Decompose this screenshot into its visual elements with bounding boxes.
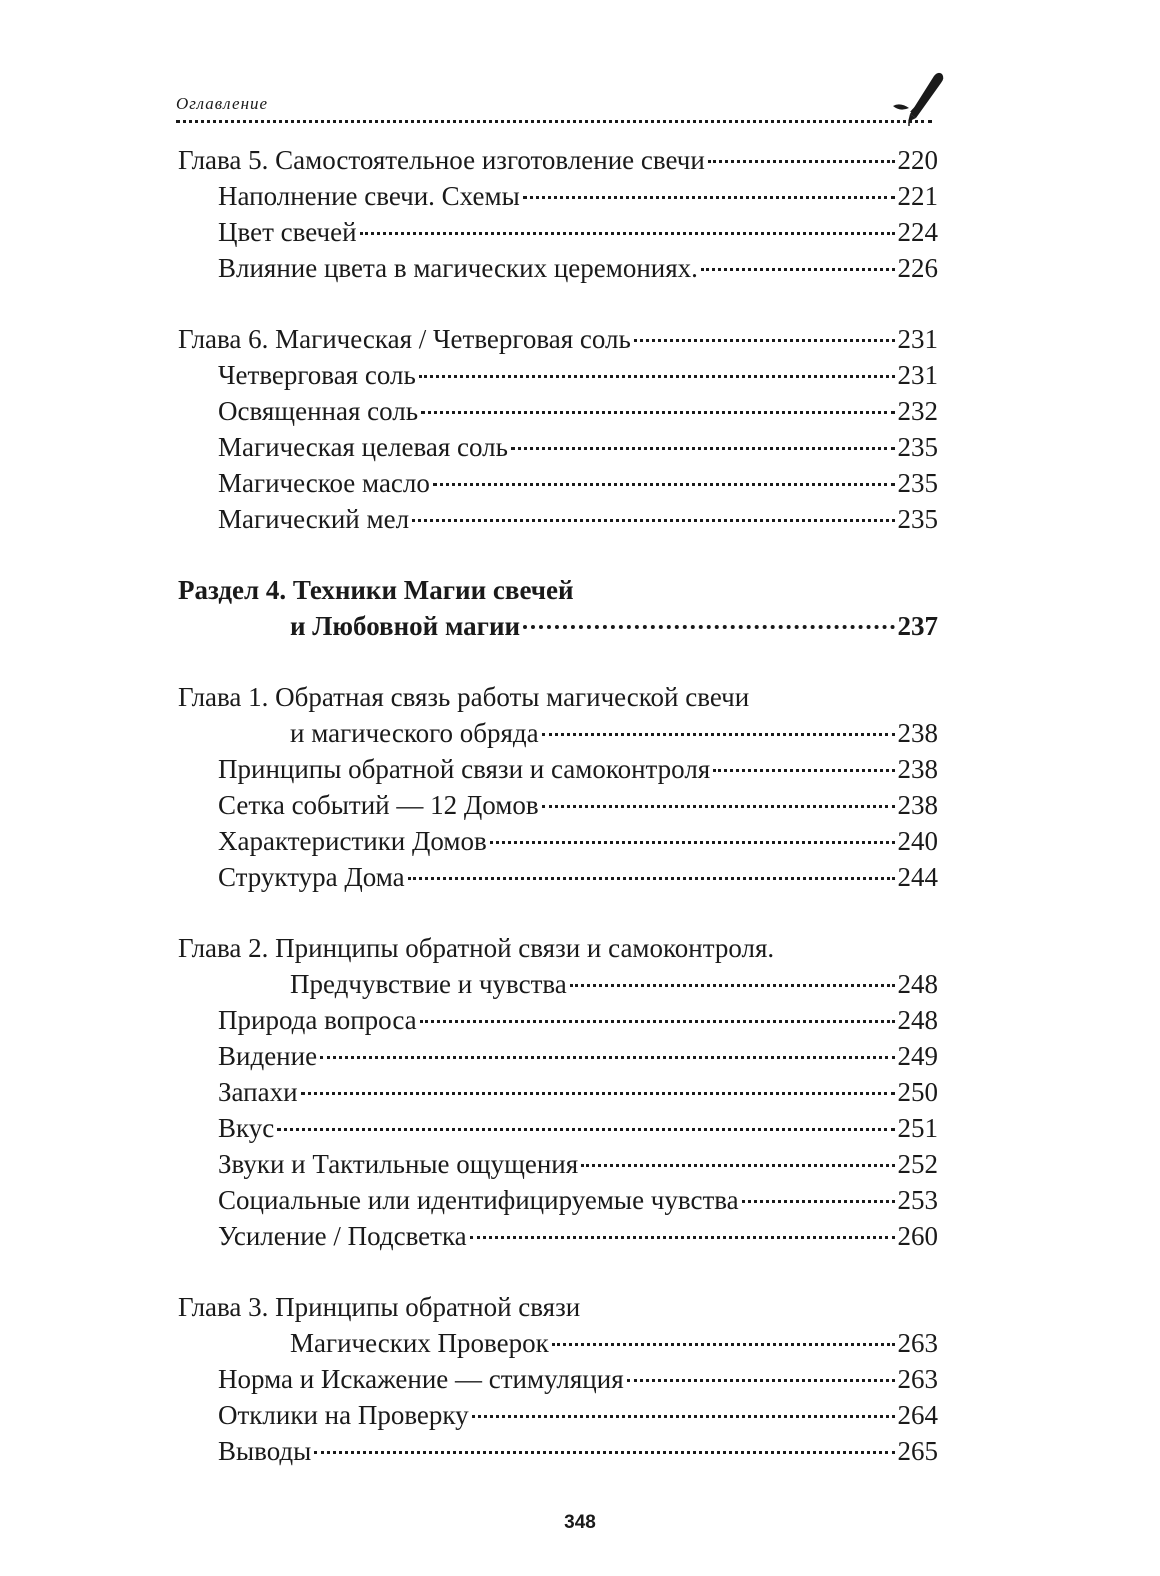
toc-entry[interactable] bbox=[178, 142, 938, 178]
toc-entry-title: Структура Дома bbox=[218, 862, 405, 892]
dot-leader bbox=[570, 984, 895, 987]
toc-entry-title: Отклики на Проверку bbox=[218, 1400, 469, 1430]
toc-entry[interactable] bbox=[178, 321, 938, 357]
toc-entry[interactable] bbox=[178, 1325, 938, 1361]
toc-entry[interactable] bbox=[178, 465, 938, 501]
toc-entry-page: 240 bbox=[897, 826, 938, 856]
toc-entry[interactable] bbox=[178, 1182, 938, 1218]
dot-leader bbox=[542, 733, 895, 736]
toc-entry-title: Принципы обратной связи и самоконтроля bbox=[218, 754, 711, 784]
toc-entry-title: Звуки и Тактильные ощущения bbox=[218, 1149, 579, 1179]
toc-entry[interactable] bbox=[178, 751, 938, 787]
dot-leader bbox=[511, 447, 895, 450]
toc-entry[interactable] bbox=[178, 1397, 938, 1433]
dot-leader bbox=[470, 1236, 895, 1239]
toc-entry[interactable] bbox=[178, 1289, 938, 1325]
toc-entry[interactable] bbox=[178, 357, 938, 393]
toc-entry[interactable] bbox=[178, 1218, 938, 1254]
toc-entry-page: 231 bbox=[897, 324, 938, 354]
dot-leader bbox=[420, 1020, 895, 1023]
toc-entry-page: 249 bbox=[897, 1041, 938, 1071]
dot-leader bbox=[634, 339, 895, 342]
toc-entry-title: Цвет свечей bbox=[218, 217, 357, 247]
toc-entry-page: 232 bbox=[897, 396, 938, 426]
toc-entry-page: 263 bbox=[897, 1364, 938, 1394]
toc-entry-page: 264 bbox=[897, 1400, 938, 1430]
toc-entry-page: 248 bbox=[897, 969, 938, 999]
toc-entry[interactable] bbox=[178, 178, 938, 214]
toc-entry-title: Раздел 4. Техники Магии свечей bbox=[178, 575, 574, 605]
toc-entry-page: 235 bbox=[897, 504, 938, 534]
toc-entry-title: Освященная соль bbox=[218, 396, 419, 426]
running-header bbox=[176, 70, 932, 126]
dot-leader bbox=[419, 375, 895, 378]
toc-entry-title: Сетка событий — 12 Домов bbox=[218, 790, 539, 820]
toc-entry-title: Глава 2. Принципы обратной связи и самоконтроля. bbox=[178, 933, 775, 963]
toc-entry[interactable] bbox=[178, 429, 938, 465]
toc-entry-title: Магических Проверок bbox=[290, 1328, 549, 1358]
toc-group bbox=[178, 930, 938, 1254]
toc-entry[interactable] bbox=[178, 608, 938, 644]
toc-entry-page: 237 bbox=[897, 611, 938, 641]
toc-entry[interactable] bbox=[178, 501, 938, 537]
toc-group bbox=[178, 679, 938, 895]
dot-leader bbox=[552, 1343, 895, 1346]
toc-entry-page: 252 bbox=[897, 1149, 938, 1179]
dot-leader bbox=[708, 160, 895, 163]
toc-entry-title: Видение bbox=[218, 1041, 318, 1071]
header-dotted-rule bbox=[176, 120, 932, 123]
toc-entry-title: Выводы bbox=[218, 1436, 312, 1466]
dot-leader bbox=[472, 1415, 895, 1418]
dot-leader bbox=[360, 232, 895, 235]
table-of-contents bbox=[178, 142, 938, 1504]
toc-entry[interactable] bbox=[178, 930, 938, 966]
toc-entry[interactable] bbox=[178, 715, 938, 751]
toc-entry-page: 250 bbox=[897, 1077, 938, 1107]
header-title: Оглавление bbox=[176, 94, 269, 113]
toc-entry-page: 248 bbox=[897, 1005, 938, 1035]
toc-entry[interactable] bbox=[178, 966, 938, 1002]
quill-pen-icon bbox=[888, 68, 948, 126]
toc-entry-page: 220 bbox=[897, 145, 938, 175]
dot-leader bbox=[742, 1200, 895, 1203]
toc-entry[interactable] bbox=[178, 787, 938, 823]
dot-leader bbox=[408, 877, 895, 880]
toc-entry-page: 251 bbox=[897, 1113, 938, 1143]
toc-entry[interactable] bbox=[178, 214, 938, 250]
toc-entry[interactable] bbox=[178, 1002, 938, 1038]
toc-entry[interactable] bbox=[178, 250, 938, 286]
dot-leader bbox=[713, 769, 894, 772]
toc-entry[interactable] bbox=[178, 572, 938, 608]
toc-entry-title: Магическое масло bbox=[218, 468, 430, 498]
toc-group bbox=[178, 321, 938, 537]
toc-entry-page: 253 bbox=[897, 1185, 938, 1215]
toc-entry-title: Характеристики Домов bbox=[218, 826, 487, 856]
toc-entry[interactable] bbox=[178, 823, 938, 859]
dot-leader bbox=[581, 1164, 894, 1167]
dot-leader bbox=[277, 1128, 894, 1131]
toc-entry[interactable] bbox=[178, 1110, 938, 1146]
toc-entry[interactable] bbox=[178, 1038, 938, 1074]
toc-entry-title: Вкус bbox=[218, 1113, 275, 1143]
toc-entry-page: 224 bbox=[897, 217, 938, 247]
toc-entry-title: Природа вопроса bbox=[218, 1005, 417, 1035]
toc-entry-title: Магическая целевая соль bbox=[218, 432, 508, 462]
dot-leader bbox=[320, 1056, 894, 1059]
toc-entry-page: 238 bbox=[897, 718, 938, 748]
toc-entry-title: Запахи bbox=[218, 1077, 298, 1107]
toc-entry-title: Наполнение свечи. Схемы bbox=[218, 181, 520, 211]
toc-entry-page: 265 bbox=[897, 1436, 938, 1466]
dot-leader bbox=[433, 483, 895, 486]
toc-entry-title: Влияние цвета в магических церемониях. bbox=[218, 253, 698, 283]
toc-entry-page: 238 bbox=[897, 790, 938, 820]
dot-leader bbox=[627, 1379, 895, 1382]
toc-entry[interactable] bbox=[178, 859, 938, 895]
toc-entry-title: Четверговая соль bbox=[218, 360, 416, 390]
dot-leader bbox=[523, 196, 895, 199]
toc-entry[interactable] bbox=[178, 679, 938, 715]
toc-entry-title: Глава 5. Самостоятельное изготовление свечи bbox=[178, 145, 705, 175]
toc-group bbox=[178, 572, 938, 644]
toc-entry[interactable] bbox=[178, 393, 938, 429]
dot-leader bbox=[421, 411, 894, 414]
toc-entry-page: 238 bbox=[897, 754, 938, 784]
toc-entry-title: Усиление / Подсветка bbox=[218, 1221, 467, 1251]
toc-entry-page: 235 bbox=[897, 468, 938, 498]
toc-entry-title: Магический мел bbox=[218, 504, 410, 534]
toc-entry-page: 260 bbox=[897, 1221, 938, 1251]
toc-entry-page: 231 bbox=[897, 360, 938, 390]
dot-leader bbox=[701, 268, 895, 271]
toc-entry-page: 263 bbox=[897, 1328, 938, 1358]
toc-entry-title: Норма и Искажение — стимуляция bbox=[218, 1364, 624, 1394]
toc-entry-page: 244 bbox=[897, 862, 938, 892]
toc-entry-title: Глава 1. Обратная связь работы магической свечи bbox=[178, 682, 750, 712]
toc-entry-title: Глава 3. Принципы обратной связи bbox=[178, 1292, 581, 1322]
toc-entry[interactable] bbox=[178, 1146, 938, 1182]
toc-entry-title: Глава 6. Магическая / Четверговая соль bbox=[178, 324, 631, 354]
toc-entry-title: Предчувствие и чувства bbox=[290, 969, 567, 999]
toc-group bbox=[178, 142, 938, 286]
toc-entry-page: 235 bbox=[897, 432, 938, 462]
toc-entry-page: 221 bbox=[897, 181, 938, 211]
dot-leader bbox=[523, 625, 894, 629]
dot-leader bbox=[301, 1092, 895, 1095]
toc-entry-title: и магического обряда bbox=[290, 718, 539, 748]
page-number: 348 bbox=[564, 1512, 596, 1533]
dot-leader bbox=[412, 519, 894, 522]
toc-entry[interactable] bbox=[178, 1074, 938, 1110]
dot-leader bbox=[314, 1451, 894, 1454]
toc-entry[interactable] bbox=[178, 1433, 938, 1469]
toc-entry[interactable] bbox=[178, 1361, 938, 1397]
toc-entry-title: Социальные или идентифицируемые чувства bbox=[218, 1185, 739, 1215]
toc-entry-title: и Любовной магии bbox=[290, 611, 521, 641]
toc-entry-page: 226 bbox=[897, 253, 938, 283]
dot-leader bbox=[542, 805, 895, 808]
toc-group bbox=[178, 1289, 938, 1469]
dot-leader bbox=[490, 841, 895, 844]
